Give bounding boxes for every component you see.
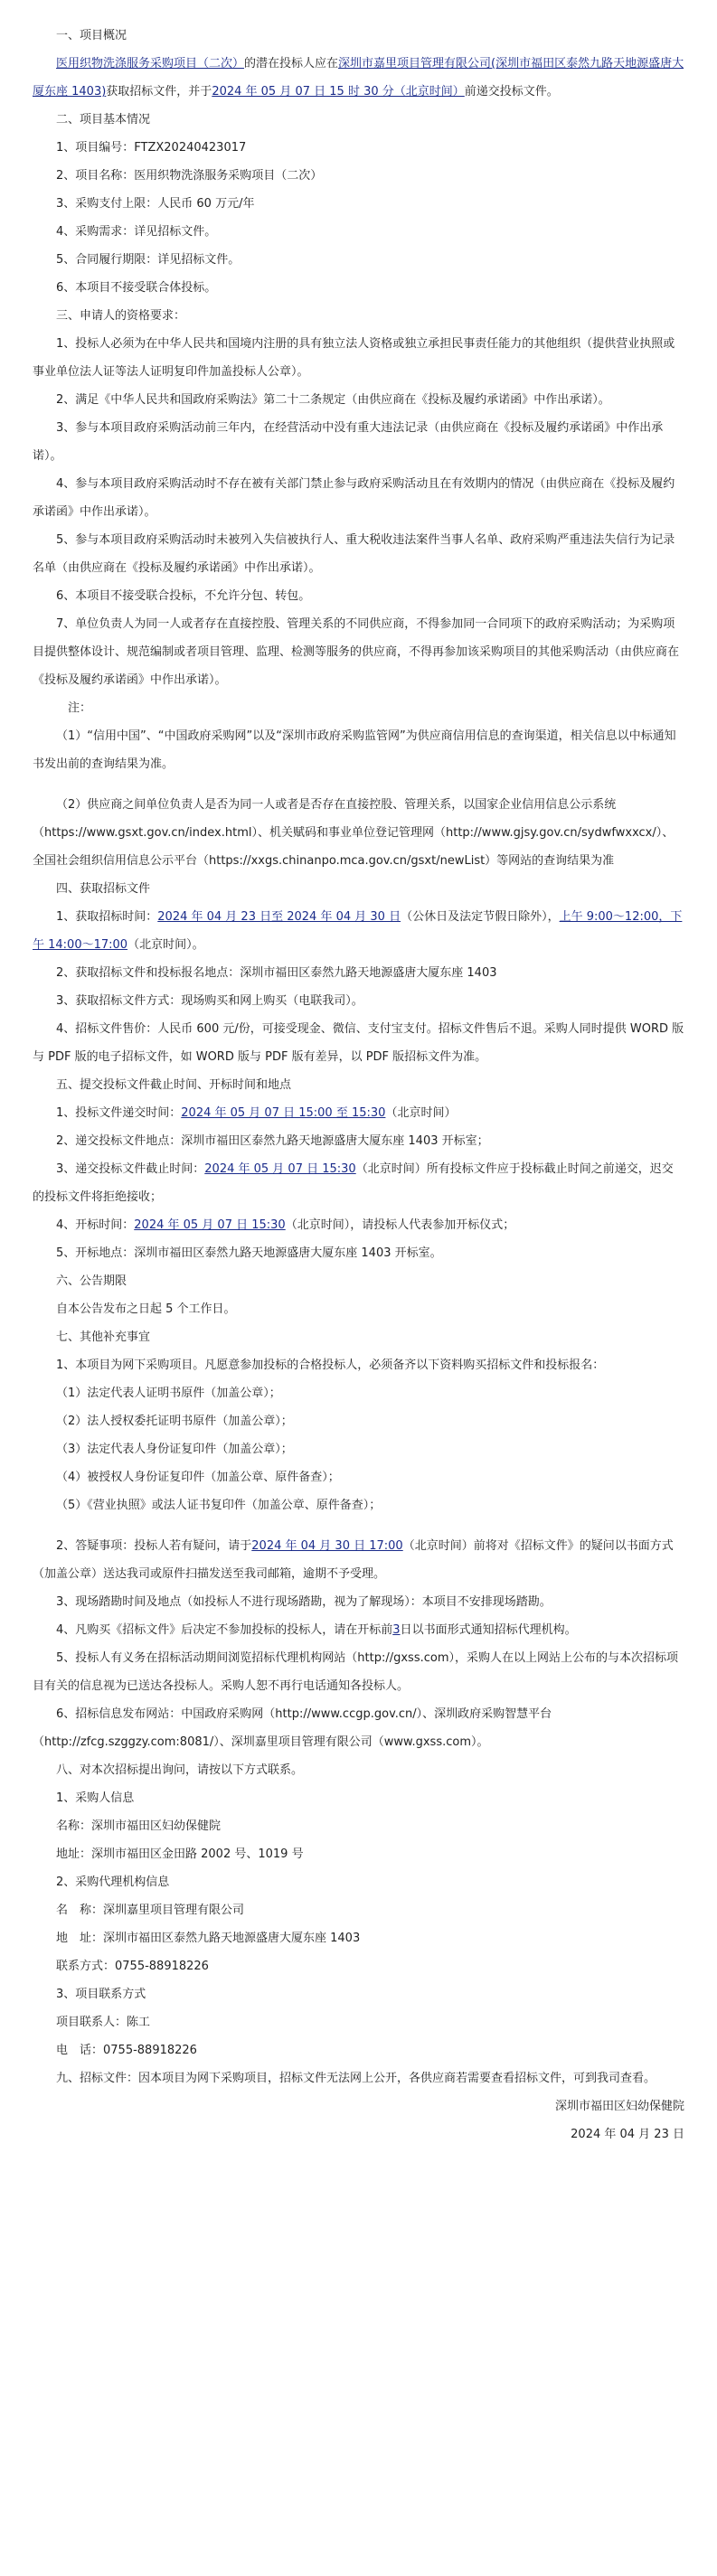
basic-info-item: 3、采购支付上限：人民币 60 万元/年 xyxy=(56,197,255,211)
opening-time xyxy=(33,1211,684,1239)
spacer xyxy=(33,1519,684,1532)
qa-deadline: 2024 年 04 月 30 日 17:00 xyxy=(251,1539,403,1553)
section-8-heading: 八、对本次招标提出询问，请按以下方式联系。 xyxy=(56,1763,304,1777)
agency-name: 名 称：深圳嘉里项目管理有限公司 xyxy=(56,1904,245,1917)
contact-subheading: 2、采购代理机构信息 xyxy=(56,1876,170,1889)
get-docs-item: 2、获取招标文件和投标报名地点：深圳市福田区泰然九路天地源盛唐大厦东座 1403 xyxy=(56,966,497,980)
required-doc: （3）法定代表人身份证复印件（加盖公章）； xyxy=(56,1443,293,1456)
deadline-text: 2024 年 05 月 07 日 15 时 30 分（北京时间） xyxy=(212,85,465,99)
opening-datetime: 2024 年 05 月 07 日 15:30 xyxy=(134,1218,286,1232)
get-docs-item: 4、招标文件售价：人民币 600 元/份，可接受现金、微信、支付宝支付。招标文件售后不退。采购人同时提供 WORD 版与 PDF 版的电子招标文件，如 WORD 版与 PDF 版有差异，以 PDF 版招标文件为准。 xyxy=(33,1022,684,1064)
contact-phone: 电 话：0755-88918226 xyxy=(56,2044,197,2057)
basic-info-item: 6、本项目不接受联合体投标。 xyxy=(56,281,217,295)
notice-period: 自本公告发布之日起 5 个工作日。 xyxy=(56,1302,236,1316)
other-item: 5、投标人有义务在招标活动期间浏览招标代理机构网站（http://gxss.com），采购人在以上网站上公布的与本次招标项目有关的信息视为已送达各投标人。采购人恕不再行电话通知各投标人。 xyxy=(33,1651,678,1693)
deadline-datetime: 2024 年 05 月 07 日 15:30 xyxy=(204,1162,356,1176)
note-item: （1）“信用中国”、“中国政府采购网”以及“深圳市政府采购监管网”为供应商信用信息的查询渠道，相关信息以中标通知书发出前的查询结果为准。 xyxy=(33,729,676,771)
text: （北京时间）所有投标文件应于投标截止时间之前递交，迟交的投标文件将拒绝接收； xyxy=(33,1162,674,1204)
spacer xyxy=(33,778,684,791)
contact-subheading: 3、项目联系方式 xyxy=(56,1988,146,2001)
basic-info-item: 2、项目名称：医用织物洗涤服务采购项目（二次） xyxy=(56,169,323,183)
purchaser-address: 地址：深圳市福田区金田路 2002 号、1019 号 xyxy=(56,1847,304,1861)
section-4-heading: 四、获取招标文件 xyxy=(56,882,151,896)
qualification-item: 2、满足《中华人民共和国政府采购法》第二十二条规定（由供应商在《投标及履约承诺函》中作出承诺）。 xyxy=(56,393,610,407)
section-9-text: 九、招标文件：因本项目为网下采购项目，招标文件无法网上公开，各供应商若需要查看招标文件，可到我司查看。 xyxy=(56,2072,656,2085)
text: 1、获取招标时间： xyxy=(56,910,158,924)
agency-address: 地 址：深圳市福田区泰然九路天地源盛唐大厦东座 1403 xyxy=(56,1932,361,1945)
required-doc: （4）被授权人身份证复印件（加盖公章、原件备查）； xyxy=(56,1471,340,1484)
submission-place: 2、递交投标文件地点：深圳市福田区泰然九路天地源盛唐大厦东座 1403 开标室； xyxy=(56,1134,489,1148)
section-3-heading: 三、申请人的资格要求： xyxy=(56,309,186,323)
note-item: （2）供应商之间单位负责人是否为同一人或者是否存在直接控股、管理关系，以国家企业信用信息公示系统（https://www.gsxt.gov.cn/index.html）、机关赋码和事业单位登记管理网（http://www.gjsy.gov.cn/sydwfwxxcx/）、全国社会组织信用信息公示平台（https://xxgs.chinanpo.mca.gov.cn/gsxt/newList）等网站的查询结果为准 xyxy=(33,798,675,868)
section-6-heading: 六、公告期限 xyxy=(56,1274,127,1288)
text: 4、开标时间： xyxy=(56,1218,135,1232)
qa-item xyxy=(33,1532,684,1588)
agency-address: 深圳市嘉里项目管理有限公司(深圳市福田区泰然九路天地源盛唐大厦东座 1403) xyxy=(33,57,684,99)
purchaser-name: 名称：深圳市福田区妇幼保健院 xyxy=(56,1819,222,1833)
qualification-item: 1、投标人必须为在中华人民共和国境内注册的具有独立法人资格或独立承担民事责任能力的其他组织（提供营业执照或事业单位法人证等法人证明复印件加盖投标人公章）。 xyxy=(33,337,675,379)
text: 日以书面形式通知招标代理机构。 xyxy=(400,1623,577,1637)
text: 4、凡购买《招标文件》后决定不参加投标的投标人，请在开标前 xyxy=(56,1623,393,1637)
section-2-heading: 二、项目基本情况 xyxy=(56,113,151,127)
footer-org: 深圳市福田区妇幼保健院 xyxy=(554,2100,684,2113)
get-docs-item: 3、获取招标文件方式：现场购买和网上购买（电联我司）。 xyxy=(56,994,363,1008)
withdraw-item xyxy=(33,1616,684,1644)
text: （北京时间），请投标人代表参加开标仪式； xyxy=(285,1218,515,1232)
contact-subheading: 1、采购人信息 xyxy=(56,1791,135,1805)
basic-info-item: 1、项目编号：FTZX20240423017 xyxy=(56,141,247,155)
opening-place: 5、开标地点：深圳市福田区泰然九路天地源盛唐大厦东座 1403 开标室。 xyxy=(56,1246,442,1260)
qualification-item: 7、单位负责人为同一人或者存在直接控股、管理关系的不同供应商，不得参加同一合同项下的政府采购活动；为采购项目提供整体设计、规范编制或者项目管理、监理、检测等服务的供应商，不得再参加该采购项目的其他采购活动（由供应商在《投标及履约承诺函》中作出承诺）。 xyxy=(33,617,680,687)
required-doc: （2）法人授权委托证明书原件（加盖公章）； xyxy=(56,1415,293,1428)
agency-phone: 联系方式：0755-88918226 xyxy=(56,1960,209,1973)
footer-date: 2024 年 04 月 23 日 xyxy=(571,2128,684,2141)
date-range: 2024 年 04 月 23 日至 2024 年 04 月 30 日 xyxy=(157,910,401,924)
text: 2、答疑事项：投标人若有疑问，请于 xyxy=(56,1539,252,1553)
days-count: 3 xyxy=(392,1623,401,1637)
text: 1、投标文件递交时间： xyxy=(56,1106,182,1120)
project-name-link: 医用织物洗涤服务采购项目（二次） xyxy=(56,57,245,71)
contact-person: 项目联系人：陈工 xyxy=(56,2016,151,2029)
section-7-heading: 七、其他补充事宜 xyxy=(56,1330,151,1344)
text: 的潜在投标人应在 xyxy=(244,57,339,71)
text: 前递交投标文件。 xyxy=(464,85,559,99)
text: 3、递交投标文件截止时间： xyxy=(56,1162,205,1176)
qualification-item: 5、参与本项目政府采购活动时未被列入失信被执行人、重大税收违法案件当事人名单、政府采购严重违法失信行为记录名单（由供应商在《投标及履约承诺函》中作出承诺）。 xyxy=(33,533,675,575)
section-5-heading: 五、提交投标文件截止时间、开标时间和地点 xyxy=(56,1078,292,1092)
basic-info-item: 4、采购需求：详见招标文件。 xyxy=(56,225,217,239)
section-1-heading: 一、项目概况 xyxy=(56,29,127,42)
submission-window: 2024 年 05 月 07 日 15:00 至 15:30 xyxy=(181,1106,386,1120)
section-1-body xyxy=(33,50,684,106)
text: （公休日及法定节假日除外）， xyxy=(401,910,560,924)
qualification-item: 4、参与本项目政府采购活动时不存在被有关部门禁止参与政府采购活动且在有效期内的情况（由供应商在《投标及履约承诺函》中作出承诺）。 xyxy=(33,477,675,519)
qualification-item: 3、参与本项目政府采购活动前三年内，在经营活动中没有重大违法记录（由供应商在《投标及履约承诺函》中作出承诺）。 xyxy=(33,421,664,463)
submission-time xyxy=(33,1099,684,1127)
text: （北京时间）前将对《招标文件》的疑问以书面方式（加盖公章）送达我司或原件扫描发送至我司邮箱，逾期不予受理。 xyxy=(33,1539,674,1581)
basic-info-item: 5、合同履行期限：详见招标文件。 xyxy=(56,253,241,267)
hours: 上午 9:00～12:00，下午 14:00～17:00 xyxy=(33,910,683,952)
other-item: 3、现场踏勘时间及地点（如投标人不进行现场踏勘，视为了解现场）：本项目不安排现场踏勘。 xyxy=(56,1595,552,1609)
required-doc: （1）法定代表人证明书原件（加盖公章）； xyxy=(56,1387,281,1400)
required-doc: （5）《营业执照》或法人证书复印件（加盖公章、原件备查）； xyxy=(56,1499,382,1512)
other-item: 1、本项目为网下采购项目。凡愿意参加投标的合格投标人，必须备齐以下资料购买招标文件和投标报名： xyxy=(56,1359,605,1372)
text: （北京时间） xyxy=(385,1106,457,1120)
text: （北京时间）。 xyxy=(127,938,204,952)
get-docs-time xyxy=(33,903,684,959)
submission-deadline xyxy=(33,1155,684,1211)
text: 获取招标文件，并于 xyxy=(106,85,212,99)
other-item: 6、招标信息发布网站：中国政府采购网（http://www.ccgp.gov.cn/）、深圳政府采购智慧平台（http://zfcg.szggzy.com:8081/）、深圳嘉里项目管理有限公司（www.gxss.com）。 xyxy=(33,1707,552,1749)
qualification-item: 6、本项目不接受联合投标，不允许分包、转包。 xyxy=(56,589,311,603)
note-label: 注： xyxy=(68,701,92,715)
